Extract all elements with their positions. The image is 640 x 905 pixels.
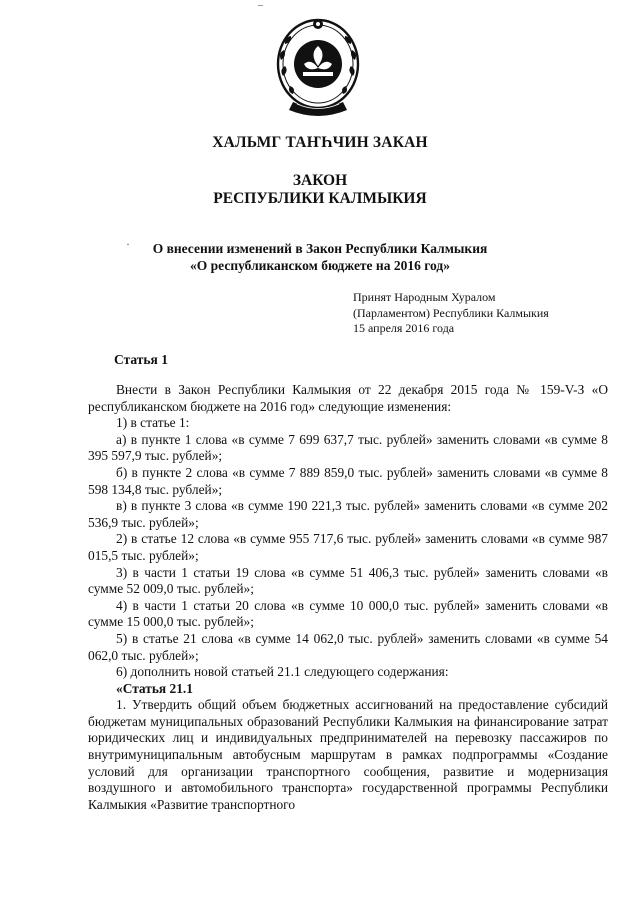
adoption-date: 15 апреля 2016 года xyxy=(353,321,455,335)
scan-dot: · xyxy=(126,237,130,251)
paragraph: 1) в статье 1: xyxy=(116,415,190,431)
coat-of-arms-icon xyxy=(273,16,363,116)
new-article-heading: «Статья 21.1 xyxy=(116,680,193,696)
article-title: Статья 1 xyxy=(114,352,168,367)
adoption-line-1: Принят Народным Хуралом xyxy=(353,290,496,304)
law-subtitle xyxy=(0,240,640,274)
paragraph: 5) в статье 21 слова «в сумме 14 062,0 тыс. рублей» заменить словами «в сумме 54 062,0 тыс. рублей»; xyxy=(88,630,608,663)
paragraph: Внести в Закон Республики Калмыкия от 22 декабря 2015 года № 159-V-З «О республиканском бюджете на 2016 год» следующие изменения: xyxy=(88,382,608,414)
paragraph: а) в пункте 1 слова «в сумме 7 699 637,7 тыс. рублей» заменить словами «в сумме 8 395 597,9 тыс. рублей»; xyxy=(88,431,608,464)
paragraph: 3) в части 1 статьи 19 слова «в сумме 51 406,3 тыс. рублей» заменить словами «в сумме 52 009,0 тыс. рублей»; xyxy=(88,564,608,597)
adoption-line-2: (Парламентом) Республики Калмыкия xyxy=(353,305,549,320)
law-subtitle-line-2: «О республиканском бюджете на 2016 год» xyxy=(190,258,450,273)
law-title xyxy=(0,172,640,208)
paragraph: в) в пункте 3 слова «в сумме 190 221,3 тыс. рублей» заменить словами «в сумме 202 536,9 тыс. рублей»; xyxy=(88,498,608,530)
scan-mark: – xyxy=(258,0,263,11)
paragraph: 6) дополнить новой статьей 21.1 следующего содержания: xyxy=(116,664,449,680)
paragraph: 2) в статье 12 слова «в сумме 955 717,6 тыс. рублей» заменить словами «в сумме 987 015,5 тыс. рублей»; xyxy=(88,531,608,563)
law-title-line-2: РЕСПУБЛИКИ КАЛМЫКИЯ xyxy=(213,190,427,207)
paragraph: б) в пункте 2 слова «в сумме 7 889 859,0 тыс. рублей» заменить словами «в сумме 8 598 134,8 тыс. рублей»; xyxy=(88,464,608,497)
kalmyk-law-title: ХАЛЬМГ ТАҤҺЧИН ЗАКАН xyxy=(212,134,428,151)
article-body xyxy=(88,382,608,813)
law-title-line-1: ЗАКОН xyxy=(292,172,348,189)
law-subtitle-line-1: О внесении изменений в Закон Республики Калмыкия xyxy=(152,241,488,256)
paragraph: 4) в части 1 статьи 20 слова «в сумме 10 000,0 тыс. рублей» заменить словами «в сумме 15 000,0 тыс. рублей»; xyxy=(88,597,608,630)
adoption-block xyxy=(353,290,549,337)
paragraph: 1. Утвердить общий объем бюджетных ассигнований на предоставление субсидий бюджетам муниципальных образований Республики Калмыкия на финансирование затрат юридических лиц и индивидуальных предпринимателей на перевозку пассажиров по внутримуниципальным автобусным маршрутам в рамках подпрограммы «Создание условий для организации транспортного сообщения, развитие и модернизация воздушного и автомобильного транспорта» государственной программы Республики Калмыкия «Развитие транспортного xyxy=(88,697,608,812)
